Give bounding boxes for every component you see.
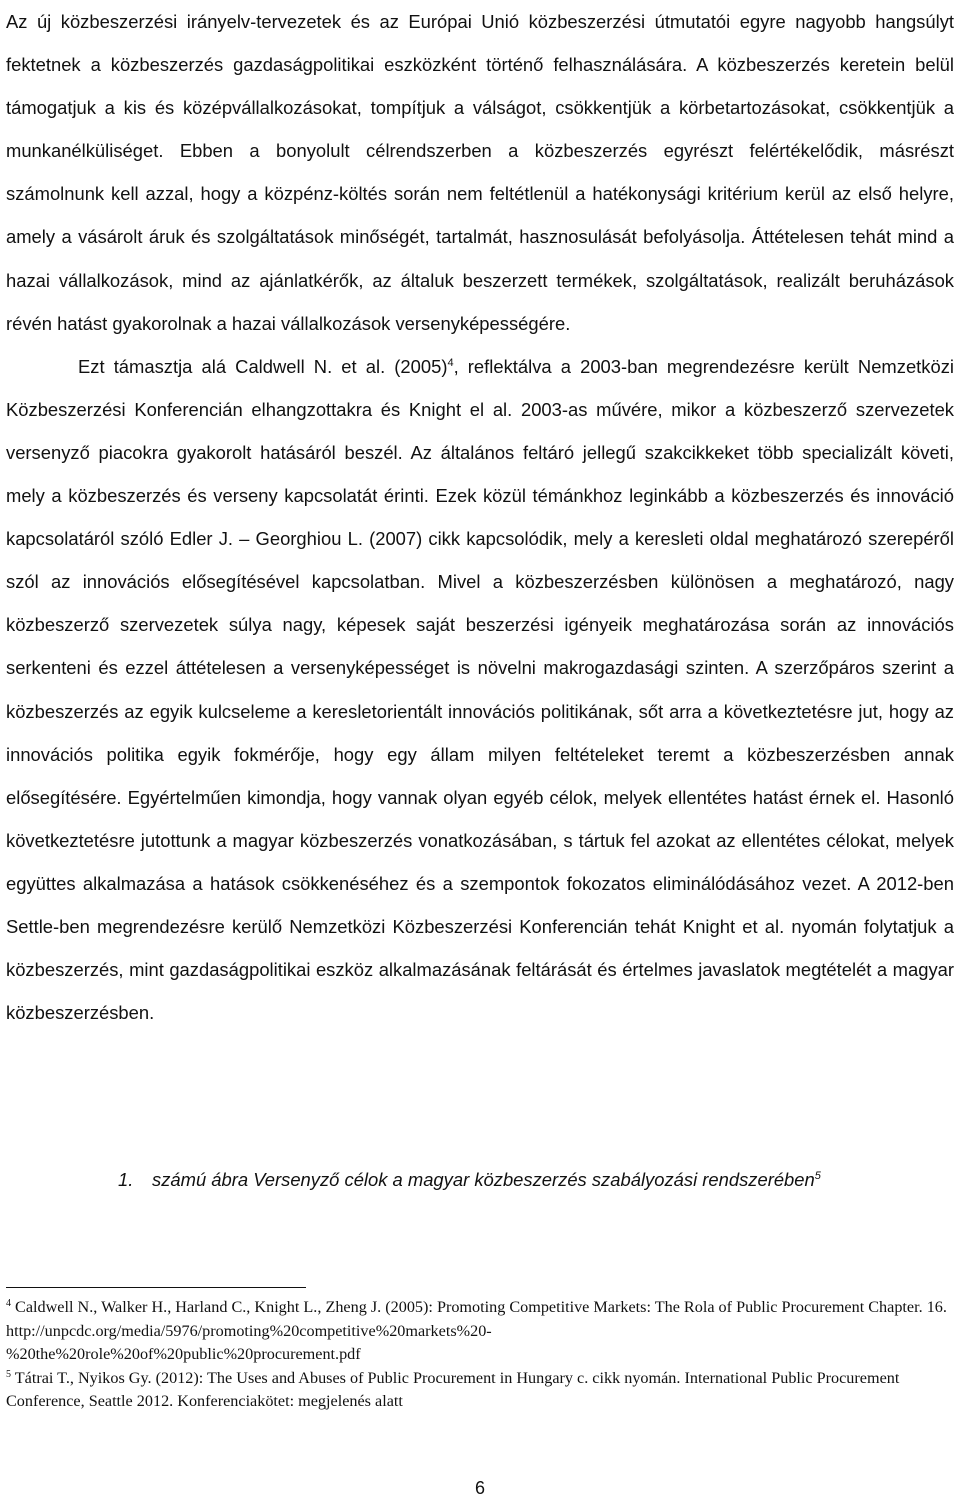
body-text [6, 0, 954, 1034]
footnote-5-text: Tátrai T., Nyikos Gy. (2012): The Uses and Abuses of Public Procurement in Hungary c. cikk nyomán. International Public Procurement Conference, Seattle 2012. Konferenciakötet: megjelenés alatt [6, 1368, 900, 1411]
footnote-4 [6, 1296, 954, 1320]
footnote-ref-5[interactable]: 5 [814, 1170, 821, 1182]
paragraph-2-text-rest: , reflektálva a 2003-ban megrendezésre került Nemzetközi Közbeszerzési Konferencián elhangzottakra és Knight el al. 2003-as művére, mikor a közbeszerző szervezetek versenyző piacokra gyakorolt hatásáról beszél. Az általános feltáró jellegű szakcikkeket több specializált követi, mely a közbeszerzés és verseny kapcsolatát érinti. Ezek közül témánkhoz leginkább a közbeszerzés és innováció kapcsolatáról szóló Edler J. – Georghiou L. (2007) cikk kapcsolódik, mely a keresleti oldal meghatározó szerepéről szól az innovációs elősegítésével kapcsolatban. Mivel a közbeszerzésben különösen a meghatározó, nagy közbeszerző szervezetek súlya nagy, képesek saját beszerzési igényeik meghatározása során az innovációs serkenteni és ezzel áttételesen a versenyképességet is növelni makrogazdasági szinten. A szerzőpáros szerint a közbeszerzés az egyik kulcseleme a keresletorientált innovációs politikának, sőt arra a következtetésre jut, hogy az innovációs politika egyik fokmérője, hogy egy állam milyen feltételeket teremt a közbeszerzésben annak elősegítésére. Egyértelműen kimondja, hogy vannak olyan egyéb célok, melyek ellentétes hatást érnek el. Hasonló következtetésre jutottunk a magyar közbeszerzés vonatkozásában, s tártuk fel azokat az ellentétes célokat, melyek együttes alkalmazása a hatások csökkenéséhez és a szempontok fokozatos eliminálódásához vezet. A 2012-ben Settle-ben megrendezésre kerülő Nemzetközi Közbeszerzési Konferencián tehát Knight et al. nyomán folytatjuk a közbeszerzés, mint gazdaságpolitikai eszköz alkalmazásának feltárását és értelmes javaslatok megtételét a magyar közbeszerzésben. [6, 355, 954, 1024]
footnote-separator [6, 1287, 306, 1288]
footnote-5 [6, 1367, 954, 1414]
figure-caption [118, 1160, 821, 1200]
paragraph-2 [6, 345, 954, 1035]
footnote-ref-4[interactable]: 4 [447, 356, 454, 369]
footnote-mark-4: 4 [6, 1298, 11, 1309]
paragraph-1 [6, 0, 954, 345]
footnote-4-text: Caldwell N., Walker H., Harland C., Knight L., Zheng J. (2005): Promoting Competitive Markets: The Rola of Public Procurement Chapter. 16. [15, 1298, 947, 1316]
footnote-mark-5: 5 [6, 1368, 11, 1380]
figure-number: 1. [118, 1169, 134, 1190]
paragraph-2-text-start: Ezt támasztja alá Caldwell N. et al. (2005) [78, 355, 448, 377]
page-number: 6 [474, 1478, 485, 1498]
footnote-4-url-line-1[interactable]: http://unpcdc.org/media/5976/promoting%20competitive%20markets%20- [6, 1321, 492, 1340]
footnotes [6, 1296, 954, 1414]
figure-caption-text: számú ábra Versenyző célok a magyar közbeszerzés szabályozási rendszerében [152, 1169, 815, 1190]
footnote-4-url-line-2[interactable]: %20the%20role%20of%20public%20procurement.pdf [6, 1345, 361, 1364]
paragraph-1-text: Az új közbeszerzési irányelv-tervezetek és az Európai Unió közbeszerzési útmutatói egyre nagyobb hangsúlyt fektetnek a közbeszerzés gazdaságpolitikai eszközként történő felhasználására. A közbeszerzés keretein belül támogatjuk a kis és középvállalkozásokat, tompítjuk a válságot, csökkentjük a körbetartozásokat, csökkentjük a munkanélküliséget. Ebben a bonyolult célrendszerben a közbeszerzés egyrészt felértékelődik, másrészt számolnunk kell azzal, hogy a közpénz-költés során nem feltétlenül a hatékonysági kritérium kerül az első helyre, amely a vásárolt áruk és szolgáltatások minőségét, tartalmát, hasznosulását befolyásolja. Áttételesen tehát mind a hazai vállalkozások, mind az ajánlatkérők, az általuk beszerzett termékek, szolgáltatások, realizált beruházások révén hatást gyakorolnak a hazai vállalkozások versenyképességére. [6, 11, 954, 334]
